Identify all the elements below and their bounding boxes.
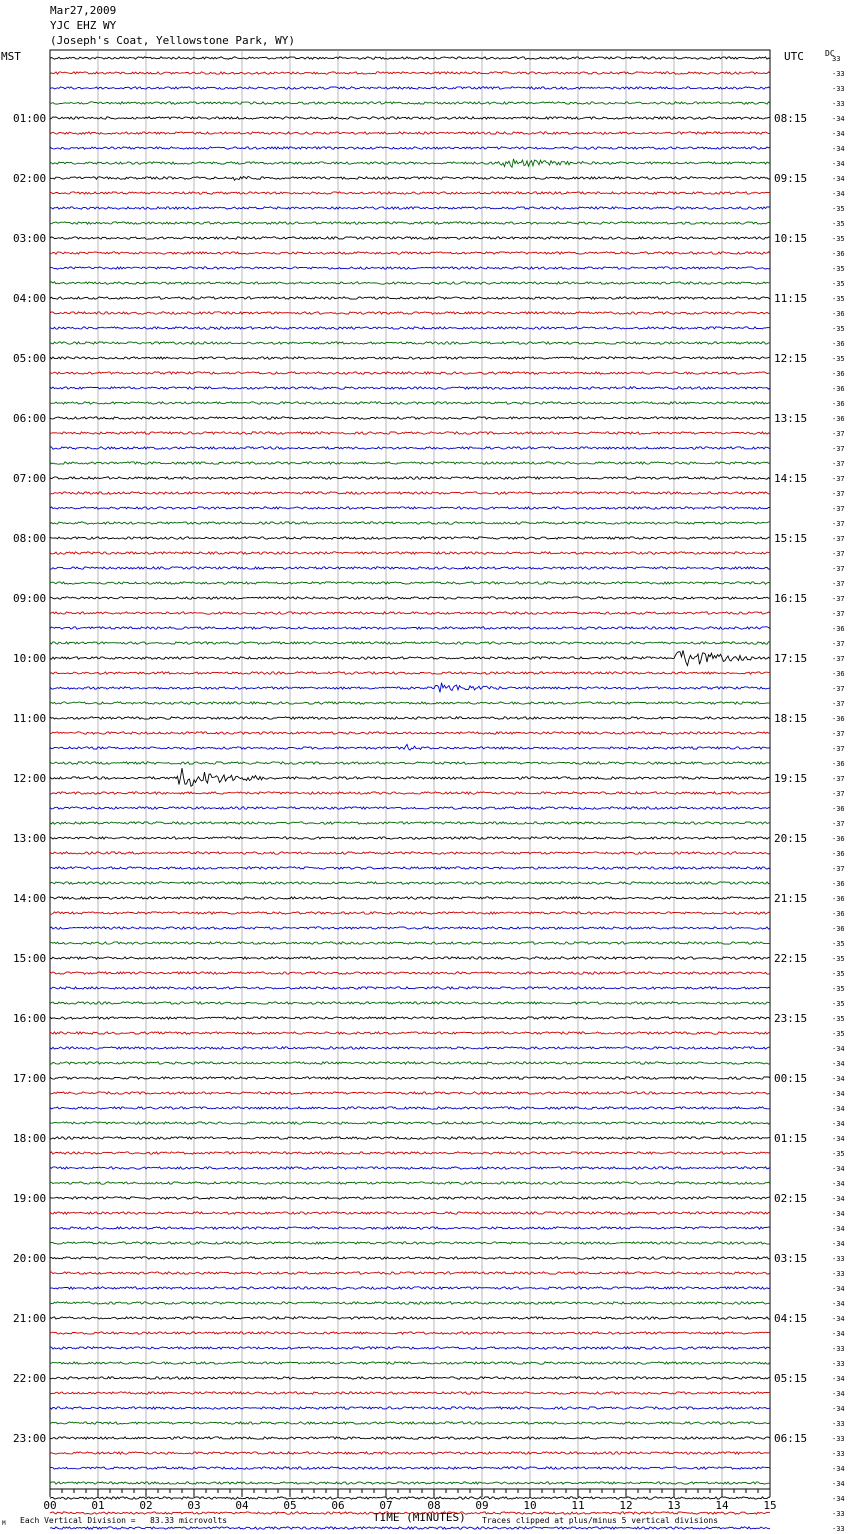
seismic-trace	[50, 1332, 770, 1334]
dc-offset-label: -34	[832, 190, 845, 198]
seismic-trace	[50, 1437, 770, 1439]
dc-offset-label: -34	[832, 1045, 845, 1053]
seismic-trace	[50, 744, 770, 750]
left-hour-label: 09:00	[13, 592, 47, 605]
location-title: (Joseph's Coat, Yellowstone Park, WY)	[50, 34, 296, 47]
dc-offset-label: -37	[832, 790, 845, 798]
right-timezone-label: UTC	[784, 50, 804, 63]
dc-offset-label: 33	[832, 55, 841, 63]
seismic-trace	[50, 807, 770, 809]
dc-offset-label: -35	[832, 235, 845, 243]
seismic-trace	[50, 717, 770, 719]
seismic-trace	[50, 1242, 770, 1244]
seismic-trace	[50, 1467, 770, 1469]
dc-offset-label: -36	[832, 895, 845, 903]
right-hour-label: 12:15	[774, 352, 808, 365]
dc-offset-label: -36	[832, 340, 845, 348]
dc-offset-label: -35	[832, 355, 845, 363]
seismic-trace	[50, 327, 770, 329]
seismic-trace	[50, 732, 770, 734]
seismic-trace	[50, 1197, 770, 1199]
dc-offset-label: -34	[832, 145, 845, 153]
seismic-trace	[50, 1287, 770, 1289]
dc-offset-label: -33	[832, 1255, 845, 1263]
dc-offset-label: -35	[832, 220, 845, 228]
seismic-trace	[50, 672, 770, 674]
x-tick-label: 08	[427, 1499, 441, 1512]
right-hour-label: 21:15	[774, 892, 808, 905]
seismic-trace	[50, 1302, 770, 1304]
x-tick-label: 13	[667, 1499, 681, 1512]
x-tick-label: 05	[283, 1499, 297, 1512]
seismic-trace	[50, 1182, 770, 1184]
x-tick-label: 06	[331, 1499, 345, 1512]
seismic-trace	[50, 159, 770, 167]
dc-label: DC	[825, 49, 835, 58]
seismic-trace	[50, 492, 770, 494]
dc-offset-label: -35	[832, 1030, 845, 1038]
seismic-trace	[50, 57, 770, 59]
dc-offset-label: -37	[832, 565, 845, 573]
dc-offset-label: -34	[832, 1300, 845, 1308]
dc-offset-label: -37	[832, 595, 845, 603]
seismic-trace	[50, 1512, 770, 1514]
seismic-trace	[50, 1122, 770, 1124]
seismic-trace	[50, 1362, 770, 1364]
seismic-trace	[50, 1062, 770, 1064]
clip-note: Traces clipped at plus/minus 5 vertical divisions	[482, 1516, 719, 1525]
left-hour-label: 10:00	[13, 652, 47, 665]
seismic-trace	[50, 1167, 770, 1169]
dc-offset-label: -34	[832, 1135, 845, 1143]
x-axis-label: TIME (MINUTES)	[373, 1511, 466, 1524]
dc-offset-label: -34	[832, 1495, 845, 1503]
left-hour-label: 05:00	[13, 352, 47, 365]
dc-offset-label: -34	[832, 1405, 845, 1413]
dc-offset-label: -37	[832, 745, 845, 753]
dc-offset-label: -36	[832, 250, 845, 258]
seismic-trace	[50, 357, 770, 359]
seismic-trace	[50, 117, 770, 119]
right-hour-label: 13:15	[774, 412, 808, 425]
seismic-trace	[50, 477, 770, 479]
right-hour-label: 14:15	[774, 472, 808, 485]
dc-offset-label: -37	[832, 505, 845, 513]
seismic-trace	[50, 762, 770, 764]
left-hour-label: 18:00	[13, 1132, 47, 1145]
seismic-trace	[50, 1452, 770, 1454]
seismic-trace	[50, 612, 770, 614]
dc-offset-label: -33	[832, 85, 845, 93]
seismic-trace	[50, 882, 770, 884]
dc-offset-label: -36	[832, 925, 845, 933]
x-tick-label: 02	[139, 1499, 153, 1512]
left-hour-label: 15:00	[13, 952, 47, 965]
seismic-trace	[50, 417, 770, 419]
dc-offset-label: -36	[832, 625, 845, 633]
left-hour-label: 08:00	[13, 532, 47, 545]
right-hour-label: 18:15	[774, 712, 808, 725]
dc-offset-label: -34	[832, 1480, 845, 1488]
dc-offset-label: -37	[832, 775, 845, 783]
left-hour-label: 20:00	[13, 1252, 47, 1265]
dc-offset-label: -37	[832, 580, 845, 588]
dc-offset-label: -34	[832, 1285, 845, 1293]
left-hour-label: 06:00	[13, 412, 47, 425]
dc-offset-label: -35	[832, 265, 845, 273]
dc-offset-label: -37	[832, 430, 845, 438]
seismic-trace	[50, 1347, 770, 1349]
seismic-trace	[50, 627, 770, 629]
dc-offset-label: -36	[832, 370, 845, 378]
seismic-trace	[50, 683, 770, 693]
right-hour-label: 17:15	[774, 652, 808, 665]
right-hour-label: 05:15	[774, 1372, 808, 1385]
dc-offset-label: -36	[832, 670, 845, 678]
seismic-trace	[50, 372, 770, 374]
dc-offset-label: -34	[832, 175, 845, 183]
x-tick-label: 12	[619, 1499, 633, 1512]
right-hour-label: 23:15	[774, 1012, 808, 1025]
station-title: YJC EHZ WY	[50, 19, 117, 32]
dc-offset-label: -34	[832, 1195, 845, 1203]
seismic-trace	[50, 267, 770, 269]
right-hour-label: 20:15	[774, 832, 808, 845]
x-tick-label: 01	[91, 1499, 105, 1512]
seismic-trace	[50, 252, 770, 254]
left-hour-label: 11:00	[13, 712, 47, 725]
dc-offset-label: -33	[832, 1510, 845, 1518]
dc-offset-label: -37	[832, 655, 845, 663]
seismic-trace	[50, 987, 770, 989]
dc-offset-label: -34	[832, 1330, 845, 1338]
dc-offset-label: -36	[832, 760, 845, 768]
dc-offset-label: -35	[832, 1000, 845, 1008]
seismic-trace	[50, 1377, 770, 1379]
dc-offset-label: -34	[832, 1225, 845, 1233]
left-hour-label: 17:00	[13, 1072, 47, 1085]
dc-offset-label: -33	[832, 1435, 845, 1443]
x-tick-label: 07	[379, 1499, 393, 1512]
dc-offset-label: -33	[832, 1360, 845, 1368]
seismic-trace	[50, 897, 770, 899]
right-hour-label: 22:15	[774, 952, 808, 965]
dc-offset-label: -36	[832, 880, 845, 888]
dc-offset-label: -37	[832, 550, 845, 558]
dc-offset-label: -36	[832, 715, 845, 723]
x-tick-label: 03	[187, 1499, 201, 1512]
seismic-trace	[50, 72, 770, 74]
dc-offset-label: -35	[832, 985, 845, 993]
seismic-trace	[50, 537, 770, 539]
dc-offset-label: -37	[832, 610, 845, 618]
seismic-trace	[50, 867, 770, 869]
right-hour-label: 15:15	[774, 532, 808, 545]
left-hour-label: 04:00	[13, 292, 47, 305]
dc-offset-label: -37	[832, 640, 845, 648]
left-hour-label: 21:00	[13, 1312, 47, 1325]
dc-offset-label: -36	[832, 385, 845, 393]
dc-offset-label: -34	[832, 1375, 845, 1383]
seismic-trace	[50, 1227, 770, 1229]
right-hour-label: 11:15	[774, 292, 808, 305]
dc-offset-label: -34	[832, 1120, 845, 1128]
dc-offset-label: -33	[832, 70, 845, 78]
scale-note: Each Vertical Division = 83.33 microvolts	[20, 1516, 228, 1525]
seismic-trace	[50, 567, 770, 569]
dc-offset-label: -34	[832, 1390, 845, 1398]
seismic-trace	[50, 297, 770, 299]
right-hour-label: 16:15	[774, 592, 808, 605]
seismic-trace	[50, 837, 770, 839]
seismic-trace	[50, 650, 770, 665]
dc-offset-label: -37	[832, 700, 845, 708]
dc-offset-label: -37	[832, 460, 845, 468]
seismic-trace	[50, 132, 770, 134]
seismic-trace	[50, 702, 770, 704]
seismic-trace	[50, 1077, 770, 1079]
dc-offset-label: -37	[832, 445, 845, 453]
dc-offset-label: -37	[832, 820, 845, 828]
date-title: Mar27,2009	[50, 4, 117, 17]
seismic-trace	[50, 1137, 770, 1139]
dc-offset-label: -34	[832, 1465, 845, 1473]
seismic-trace	[50, 822, 770, 824]
seismic-trace	[50, 1017, 770, 1019]
right-hour-label: 19:15	[774, 772, 808, 785]
seismic-trace	[50, 1047, 770, 1049]
dc-offset-label: -34	[832, 1180, 845, 1188]
left-hour-label: 22:00	[13, 1372, 47, 1385]
left-hour-label: 23:00	[13, 1432, 47, 1445]
right-hour-label: 03:15	[774, 1252, 808, 1265]
seismic-trace	[50, 927, 770, 929]
dc-offset-label: -37	[832, 475, 845, 483]
left-hour-label: 07:00	[13, 472, 47, 485]
seismic-trace	[50, 102, 770, 104]
dc-offset-label: -34	[832, 1240, 845, 1248]
dc-offset-label: -33	[832, 1525, 845, 1533]
dc-offset-label: -35	[832, 955, 845, 963]
seismic-trace	[50, 957, 770, 959]
seismic-trace	[50, 1212, 770, 1214]
left-hour-label: 13:00	[13, 832, 47, 845]
left-hour-label: 02:00	[13, 172, 47, 185]
seismic-trace	[50, 1152, 770, 1154]
dc-offset-label: -33	[832, 1270, 845, 1278]
dc-offset-label: -36	[832, 835, 845, 843]
right-hour-label: 04:15	[774, 1312, 808, 1325]
dc-offset-label: -37	[832, 490, 845, 498]
dc-offset-label: -35	[832, 205, 845, 213]
seismic-trace	[50, 1407, 770, 1409]
dc-offset-label: -34	[832, 1075, 845, 1083]
dc-offset-label: -33	[832, 1345, 845, 1353]
seismic-trace	[50, 1002, 770, 1004]
dc-offset-label: -35	[832, 1150, 845, 1158]
x-tick-label: 00	[43, 1499, 57, 1512]
left-hour-label: 16:00	[13, 1012, 47, 1025]
seismic-trace	[50, 912, 770, 914]
seismic-trace	[50, 207, 770, 209]
seismic-trace	[50, 552, 770, 554]
dc-offset-label: -34	[832, 1315, 845, 1323]
seismic-trace	[50, 342, 770, 344]
dc-offset-label: -36	[832, 415, 845, 423]
seismic-trace	[50, 1107, 770, 1109]
seismic-trace	[50, 1527, 770, 1529]
seismic-trace	[50, 447, 770, 449]
dc-offset-label: -35	[832, 295, 845, 303]
seismic-trace	[50, 237, 770, 239]
dc-offset-label: -34	[832, 1105, 845, 1113]
right-hour-label: 01:15	[774, 1132, 808, 1145]
left-timezone-label: MST	[1, 50, 21, 63]
seismic-trace	[50, 147, 770, 149]
right-hour-label: 06:15	[774, 1432, 808, 1445]
dc-offset-label: -36	[832, 310, 845, 318]
seismic-trace	[50, 87, 770, 89]
x-tick-label: 10	[523, 1499, 537, 1512]
seismic-trace	[50, 1272, 770, 1274]
left-hour-label: 12:00	[13, 772, 47, 785]
dc-offset-label: -35	[832, 325, 845, 333]
seismic-trace	[50, 402, 770, 404]
corner-mark: M	[2, 1520, 6, 1527]
dc-offset-label: -33	[832, 1420, 845, 1428]
seismic-trace	[50, 1392, 770, 1394]
dc-offset-label: -36	[832, 910, 845, 918]
seismic-trace	[50, 462, 770, 464]
right-hour-label: 09:15	[774, 172, 808, 185]
dc-offset-label: -34	[832, 1165, 845, 1173]
seismic-trace	[50, 222, 770, 224]
left-hour-label: 03:00	[13, 232, 47, 245]
seismic-trace	[50, 942, 770, 944]
dc-offset-label: -36	[832, 400, 845, 408]
dc-offset-label: -33	[832, 1450, 845, 1458]
dc-offset-label: -34	[832, 115, 845, 123]
dc-offset-label: -35	[832, 1015, 845, 1023]
seismic-trace	[50, 972, 770, 974]
right-hour-label: 10:15	[774, 232, 808, 245]
seismic-trace	[50, 582, 770, 584]
dc-offset-label: -37	[832, 535, 845, 543]
seismic-trace	[50, 387, 770, 389]
x-tick-label: 14	[715, 1499, 729, 1512]
seismic-trace	[50, 1497, 770, 1499]
dc-offset-label: -34	[832, 160, 845, 168]
seismic-trace	[50, 282, 770, 284]
dc-offset-label: -33	[832, 100, 845, 108]
dc-offset-label: -37	[832, 865, 845, 873]
dc-offset-label: -37	[832, 730, 845, 738]
seismic-trace	[50, 1032, 770, 1034]
dc-offset-label: -36	[832, 850, 845, 858]
seismic-trace	[50, 792, 770, 794]
seismic-trace	[50, 768, 770, 786]
seismic-trace	[50, 1317, 770, 1319]
left-hour-label: 14:00	[13, 892, 47, 905]
dc-offset-label: -35	[832, 970, 845, 978]
dc-offset-label: -37	[832, 520, 845, 528]
dc-offset-label: -34	[832, 1090, 845, 1098]
dc-offset-label: -34	[832, 130, 845, 138]
dc-offset-label: -35	[832, 280, 845, 288]
seismic-trace	[50, 507, 770, 509]
left-hour-label: 01:00	[13, 112, 47, 125]
dc-offset-label: -34	[832, 1210, 845, 1218]
x-tick-label: 09	[475, 1499, 489, 1512]
seismic-trace	[50, 642, 770, 644]
seismic-trace	[50, 597, 770, 599]
seismic-trace	[50, 432, 770, 434]
dc-offset-label: -37	[832, 685, 845, 693]
seismic-trace	[50, 522, 770, 524]
seismic-trace	[50, 176, 770, 180]
dc-offset-label: -35	[832, 940, 845, 948]
seismic-trace	[50, 192, 770, 194]
seismic-trace	[50, 1257, 770, 1259]
right-hour-label: 08:15	[774, 112, 808, 125]
x-tick-label: 04	[235, 1499, 249, 1512]
right-hour-label: 00:15	[774, 1072, 808, 1085]
left-hour-label: 19:00	[13, 1192, 47, 1205]
seismic-trace	[50, 1482, 770, 1484]
seismic-trace	[50, 1092, 770, 1094]
seismic-trace	[50, 852, 770, 854]
dc-offset-label: -36	[832, 805, 845, 813]
seismic-trace	[50, 1422, 770, 1424]
seismic-trace	[50, 312, 770, 314]
x-tick-label: 11	[571, 1499, 585, 1512]
x-tick-label: 15	[763, 1499, 777, 1512]
dc-offset-label: -34	[832, 1060, 845, 1068]
right-hour-label: 02:15	[774, 1192, 808, 1205]
